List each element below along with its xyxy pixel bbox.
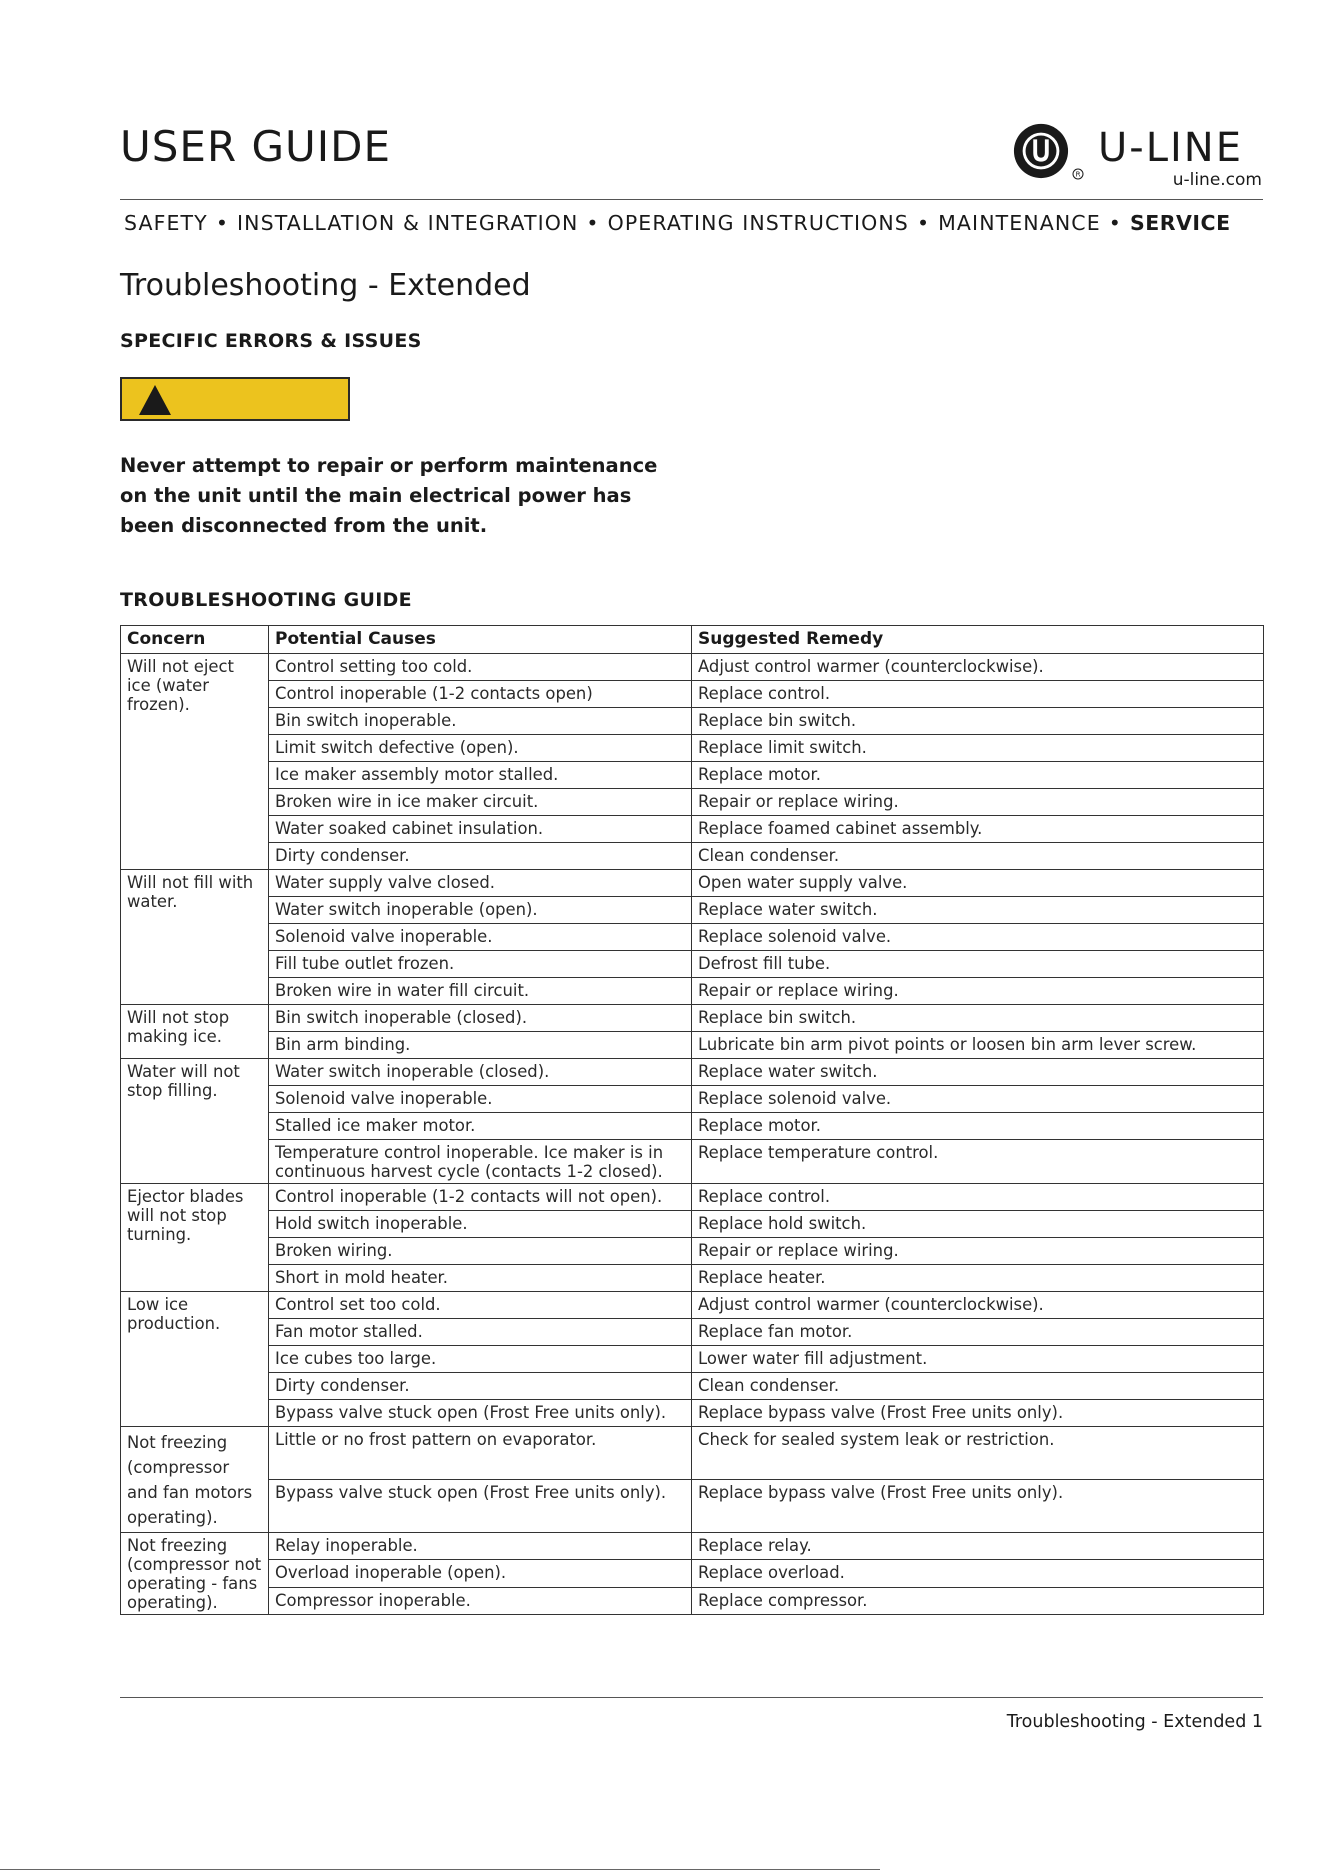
remedy-cell: Replace overload. (692, 1560, 1264, 1587)
remedy-cell: Repair or replace wiring. (692, 978, 1264, 1005)
remedy-cell: Replace hold switch. (692, 1211, 1264, 1238)
cause-cell: Relay inoperable. (269, 1533, 692, 1560)
table-header-row (121, 626, 1264, 654)
remedy-cell: Replace fan motor. (692, 1319, 1264, 1346)
cause-cell: Dirty condenser. (269, 843, 692, 870)
logo-wordmark: U-LINE (1098, 125, 1243, 171)
remedy-cell: Replace bypass valve (Frost Free units only). (692, 1480, 1264, 1533)
concern-cell: Low ice production. (121, 1292, 269, 1427)
cause-cell: Control setting too cold. (269, 654, 692, 681)
troubleshooting-guide-heading: TROUBLESHOOTING GUIDE (120, 589, 412, 611)
table-row (121, 735, 1264, 762)
table-row (121, 816, 1264, 843)
cause-cell: Broken wire in ice maker circuit. (269, 789, 692, 816)
section-title: Troubleshooting - Extended (120, 268, 531, 303)
cause-cell: Short in mold heater. (269, 1265, 692, 1292)
cause-cell: Broken wiring. (269, 1238, 692, 1265)
table-row (121, 1265, 1264, 1292)
remedy-cell: Check for sealed system leak or restriction. (692, 1427, 1264, 1480)
cause-cell: Overload inoperable (open). (269, 1560, 692, 1587)
nav-item-service[interactable]: SERVICE (1129, 211, 1231, 235)
table-row (121, 978, 1264, 1005)
specific-errors-heading: SPECIFIC ERRORS & ISSUES (120, 330, 422, 352)
brand-logo[interactable] (1012, 120, 1262, 190)
header-concern: Concern (121, 626, 269, 654)
cause-cell: Fan motor stalled. (269, 1319, 692, 1346)
table-row (121, 708, 1264, 735)
remedy-cell: Adjust control warmer (counterclockwise). (692, 654, 1264, 681)
nav-separator: • (215, 211, 230, 235)
cause-cell: Bin switch inoperable (closed). (269, 1005, 692, 1032)
cause-cell: Control inoperable (1-2 contacts open) (269, 681, 692, 708)
table-row (121, 870, 1264, 897)
table-row (121, 1587, 1264, 1614)
cause-cell: Limit switch defective (open). (269, 735, 692, 762)
remedy-cell: Replace solenoid valve. (692, 1086, 1264, 1113)
cause-cell: Broken wire in water fill circuit. (269, 978, 692, 1005)
cause-cell: Dirty condenser. (269, 1373, 692, 1400)
table-row (121, 1480, 1264, 1533)
table-row (121, 1427, 1264, 1480)
footer-divider (120, 1697, 1263, 1698)
cause-cell: Ice cubes too large. (269, 1346, 692, 1373)
section-nav (124, 211, 1264, 235)
table-row (121, 1319, 1264, 1346)
table-row (121, 1184, 1264, 1211)
concern-cell: Not freezing (compressor not operating - fans operating). (121, 1533, 269, 1615)
cause-cell: Water soaked cabinet insulation. (269, 816, 692, 843)
nav-separator: • (586, 211, 600, 235)
cause-cell: Little or no frost pattern on evaporator. (269, 1427, 692, 1480)
remedy-cell: Adjust control warmer (counterclockwise). (692, 1292, 1264, 1319)
remedy-cell: Repair or replace wiring. (692, 789, 1264, 816)
nav-item-safety[interactable]: SAFETY (124, 211, 208, 235)
remedy-cell: Replace motor. (692, 762, 1264, 789)
header-causes: Potential Causes (269, 626, 692, 654)
cause-cell: Bypass valve stuck open (Frost Free units only). (269, 1480, 692, 1533)
table-row (121, 1560, 1264, 1587)
nav-separator: • (916, 211, 931, 235)
table-row (121, 1292, 1264, 1319)
nav-item-installation[interactable]: INSTALLATION & INTEGRATION (237, 211, 579, 235)
remedy-cell: Clean condenser. (692, 1373, 1264, 1400)
remedy-cell: Replace control. (692, 1184, 1264, 1211)
table-row (121, 1533, 1264, 1560)
cause-cell: Water switch inoperable (open). (269, 897, 692, 924)
remedy-cell: Replace bin switch. (692, 708, 1264, 735)
remedy-cell: Replace water switch. (692, 897, 1264, 924)
table-row (121, 897, 1264, 924)
table-row (121, 654, 1264, 681)
nav-item-maintenance[interactable]: MAINTENANCE (938, 211, 1101, 235)
concern-cell: Ejector blades will not stop turning. (121, 1184, 269, 1292)
warning-text: Never attempt to repair or perform maintenance on the unit until the main electrical power has been disconnected from the unit. (120, 454, 658, 537)
remedy-cell: Replace limit switch. (692, 735, 1264, 762)
table-row (121, 789, 1264, 816)
header-divider (120, 199, 1263, 200)
svg-text:R: R (1075, 170, 1081, 179)
footer-page-label: Troubleshooting - Extended 1 (1006, 1712, 1263, 1732)
table-row (121, 1113, 1264, 1140)
cause-cell: Temperature control inoperable. Ice maker is in continuous harvest cycle (contacts 1-2 closed). (269, 1140, 692, 1184)
cause-cell: Stalled ice maker motor. (269, 1113, 692, 1140)
concern-cell: Water will not stop filling. (121, 1059, 269, 1184)
table-row (121, 1373, 1264, 1400)
registered-mark-icon (1072, 168, 1084, 180)
cause-cell: Control set too cold. (269, 1292, 692, 1319)
table-row (121, 681, 1264, 708)
cause-cell: Bin switch inoperable. (269, 708, 692, 735)
table-body (121, 654, 1264, 1615)
cause-cell: Hold switch inoperable. (269, 1211, 692, 1238)
concern-cell: Will not eject ice (water frozen). (121, 654, 269, 870)
cause-cell: Compressor inoperable. (269, 1587, 692, 1614)
remedy-cell: Replace solenoid valve. (692, 924, 1264, 951)
remedy-cell: Repair or replace wiring. (692, 1238, 1264, 1265)
remedy-cell: Replace foamed cabinet assembly. (692, 816, 1264, 843)
troubleshooting-table (120, 625, 1264, 1615)
page-edge-line (0, 1869, 880, 1870)
remedy-cell: Replace relay. (692, 1533, 1264, 1560)
table-row (121, 924, 1264, 951)
cause-cell: Ice maker assembly motor stalled. (269, 762, 692, 789)
table-row (121, 1400, 1264, 1427)
warning-triangle-icon (138, 384, 172, 416)
table-row (121, 1346, 1264, 1373)
cause-cell: Fill tube outlet frozen. (269, 951, 692, 978)
cause-cell: Water switch inoperable (closed). (269, 1059, 692, 1086)
table-row (121, 843, 1264, 870)
cause-cell: Solenoid valve inoperable. (269, 924, 692, 951)
u-line-logo-icon (1012, 122, 1070, 180)
table-row (121, 1238, 1264, 1265)
remedy-cell: Lubricate bin arm pivot points or loosen bin arm lever screw. (692, 1032, 1264, 1059)
table-row (121, 1086, 1264, 1113)
nav-separator: • (1108, 211, 1122, 235)
concern-cell: Not freezing (compressor and fan motors operating). (121, 1427, 269, 1533)
nav-item-operating[interactable]: OPERATING INSTRUCTIONS (607, 211, 909, 235)
remedy-cell: Replace control. (692, 681, 1264, 708)
remedy-cell: Lower water fill adjustment. (692, 1346, 1264, 1373)
table-row (121, 1005, 1264, 1032)
remedy-cell: Defrost fill tube. (692, 951, 1264, 978)
logo-url[interactable]: u-line.com (1172, 170, 1262, 190)
cause-cell: Bin arm binding. (269, 1032, 692, 1059)
table-row (121, 1059, 1264, 1086)
remedy-cell: Replace bin switch. (692, 1005, 1264, 1032)
remedy-cell: Replace compressor. (692, 1587, 1264, 1614)
remedy-cell: Replace heater. (692, 1265, 1264, 1292)
remedy-cell: Open water supply valve. (692, 870, 1264, 897)
header-remedy: Suggested Remedy (692, 626, 1264, 654)
remedy-cell: Replace water switch. (692, 1059, 1264, 1086)
table-row (121, 762, 1264, 789)
table-row (121, 951, 1264, 978)
concern-cell: Will not fill with water. (121, 870, 269, 1005)
cause-cell: Water supply valve closed. (269, 870, 692, 897)
cause-cell: Solenoid valve inoperable. (269, 1086, 692, 1113)
table-row (121, 1211, 1264, 1238)
table-row (121, 1032, 1264, 1059)
cause-cell: Bypass valve stuck open (Frost Free units only). (269, 1400, 692, 1427)
doc-title: USER GUIDE (120, 122, 392, 171)
concern-cell: Will not stop making ice. (121, 1005, 269, 1059)
remedy-cell: Replace bypass valve (Frost Free units only). (692, 1400, 1264, 1427)
warning-banner (120, 377, 350, 421)
remedy-cell: Replace temperature control. (692, 1140, 1264, 1184)
remedy-cell: Clean condenser. (692, 843, 1264, 870)
table-row (121, 1140, 1264, 1184)
remedy-cell: Replace motor. (692, 1113, 1264, 1140)
cause-cell: Control inoperable (1-2 contacts will not open). (269, 1184, 692, 1211)
